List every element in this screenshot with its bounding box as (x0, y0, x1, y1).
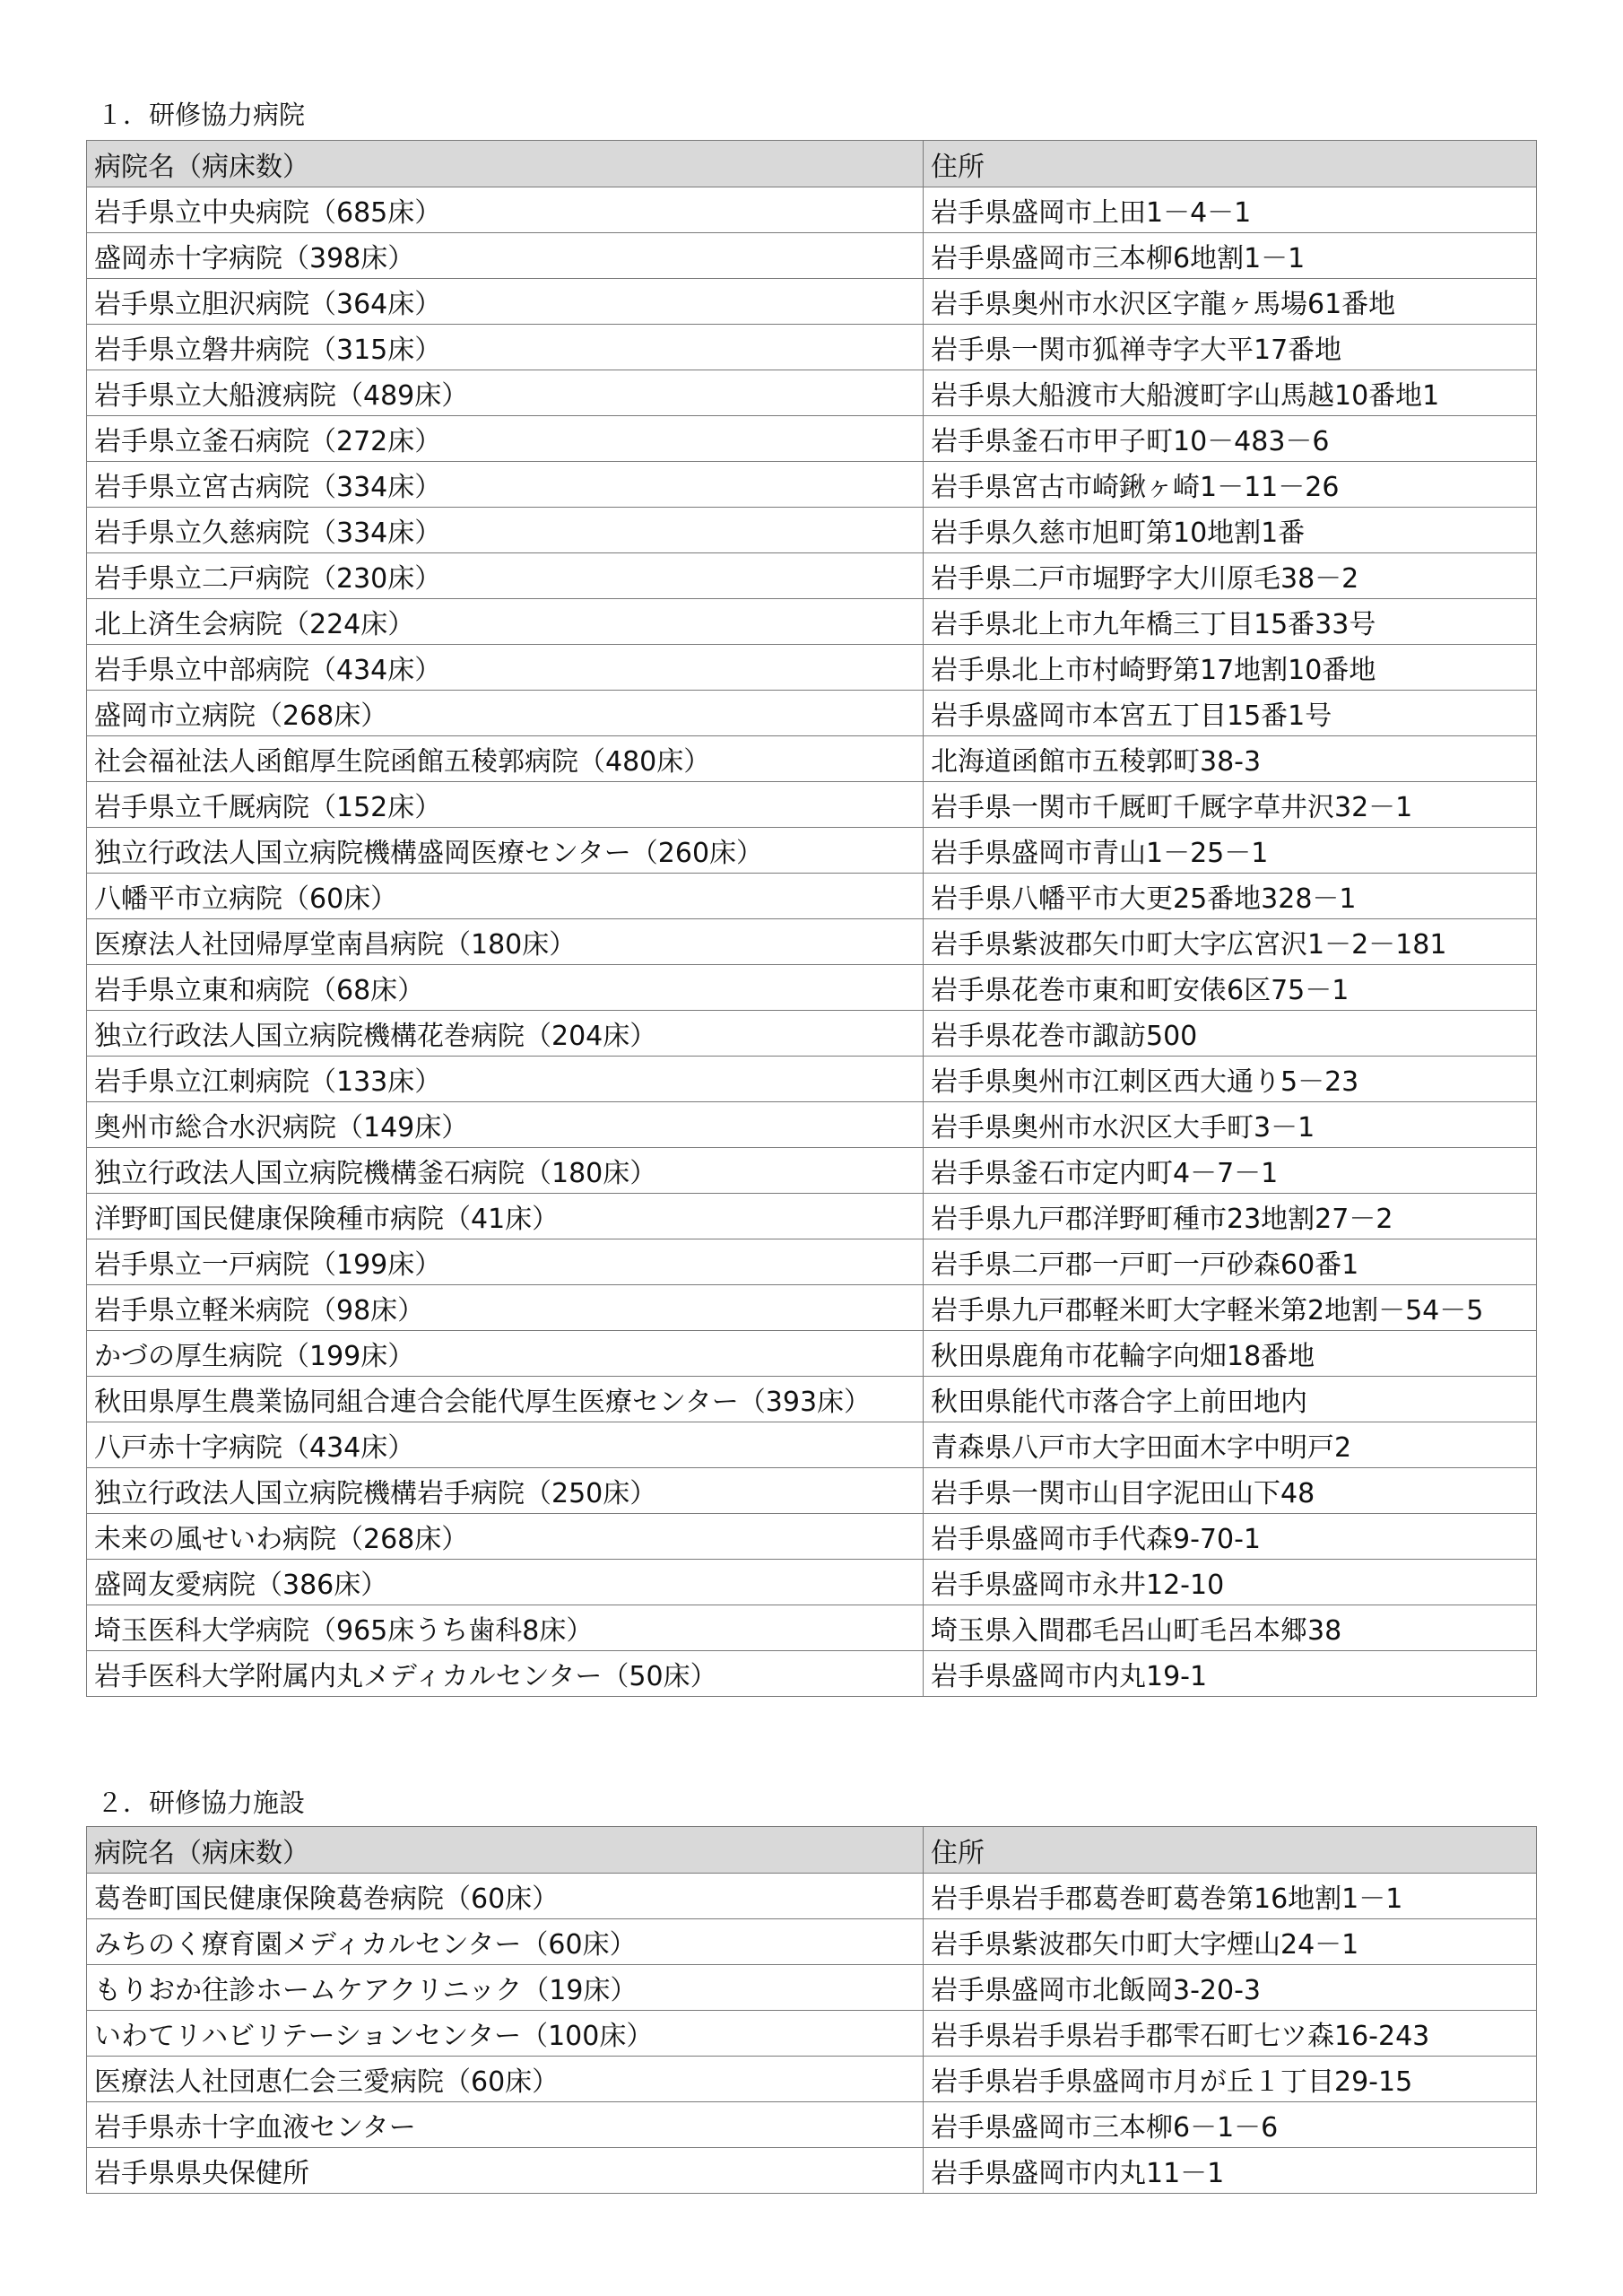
table-row (87, 645, 1537, 691)
address-cell: 岩手県盛岡市三本柳6地割1－1 (924, 233, 1537, 279)
table-row (87, 370, 1537, 416)
header-address: 住所 (924, 141, 1537, 187)
hospital-name-cell: 岩手県立釜石病院（272床） (87, 416, 924, 462)
hospital-name-cell: 盛岡市立病院（268床） (87, 691, 924, 736)
table-row (87, 1560, 1537, 1605)
address-cell: 岩手県釜石市甲子町10－483－6 (924, 416, 1537, 462)
table-row (87, 1874, 1537, 1919)
table-row (87, 508, 1537, 553)
hospital-name-cell: 岩手県県央保健所 (87, 2148, 924, 2194)
address-cell: 岩手県二戸市堀野字大川原毛38－2 (924, 553, 1537, 599)
hospital-name-cell: 社会福祉法人函館厚生院函館五稜郭病院（480床） (87, 736, 924, 782)
address-cell: 岩手県盛岡市北飯岡3-20-3 (924, 1965, 1537, 2011)
hospital-name-cell: 岩手県立大船渡病院（489床） (87, 370, 924, 416)
address-cell: 岩手県八幡平市大更25番地328－1 (924, 874, 1537, 919)
hospital-name-cell: 岩手県立軽米病院（98床） (87, 1285, 924, 1331)
address-cell: 岩手県北上市九年橋三丁目15番33号 (924, 599, 1537, 645)
address-cell: 岩手県盛岡市永井12-10 (924, 1560, 1537, 1605)
table-row (87, 416, 1537, 462)
address-cell: 岩手県岩手県岩手郡雫石町七ツ森16-243 (924, 2011, 1537, 2057)
address-cell: 岩手県花巻市諏訪500 (924, 1011, 1537, 1057)
table-row (87, 1331, 1537, 1377)
table-row (87, 187, 1537, 233)
address-cell: 岩手県二戸郡一戸町一戸砂森60番1 (924, 1239, 1537, 1285)
hospital-name-cell: 岩手県赤十字血液センター (87, 2102, 924, 2148)
hospital-name-cell: 岩手県立江刺病院（133床） (87, 1057, 924, 1102)
table-row (87, 691, 1537, 736)
hospital-name-cell: 岩手県立二戸病院（230床） (87, 553, 924, 599)
hospital-name-cell: もりおか往診ホームケアクリニック（19床） (87, 1965, 924, 2011)
table-row (87, 1102, 1537, 1148)
table-row (87, 279, 1537, 325)
table-row (87, 1377, 1537, 1422)
address-cell: 岩手県一関市山目字泥田山下48 (924, 1468, 1537, 1514)
hospital-name-cell: 独立行政法人国立病院機構釜石病院（180床） (87, 1148, 924, 1194)
hospital-name-cell: 岩手県立久慈病院（334床） (87, 508, 924, 553)
hospital-name-cell: 未来の風せいわ病院（268床） (87, 1514, 924, 1560)
table-row (87, 1194, 1537, 1239)
table-row (87, 1605, 1537, 1651)
address-cell: 岩手県一関市千厩町千厩字草井沢32－1 (924, 782, 1537, 828)
table-row (87, 919, 1537, 965)
section2-title: ２．研修協力施設 (97, 1787, 306, 1818)
hospital-name-cell: 葛巻町国民健康保険葛巻病院（60床） (87, 1874, 924, 1919)
hospital-name-cell: 奥州市総合水沢病院（149床） (87, 1102, 924, 1148)
address-cell: 岩手県奥州市水沢区大手町3－1 (924, 1102, 1537, 1148)
address-cell: 岩手県盛岡市本宮五丁目15番1号 (924, 691, 1537, 736)
table-row (87, 736, 1537, 782)
address-cell: 岩手県盛岡市上田1－4－1 (924, 187, 1537, 233)
hospital-name-cell: 独立行政法人国立病院機構岩手病院（250床） (87, 1468, 924, 1514)
hospital-name-cell: 医療法人社団帰厚堂南昌病院（180床） (87, 919, 924, 965)
section1-title: １．研修協力病院 (97, 100, 306, 130)
hospital-name-cell: 洋野町国民健康保険種市病院（41床） (87, 1194, 924, 1239)
address-cell: 秋田県鹿角市花輪字向畑18番地 (924, 1331, 1537, 1377)
table-row (87, 1422, 1537, 1468)
address-cell: 岩手県紫波郡矢巾町大字煙山24－1 (924, 1919, 1537, 1965)
address-cell: 岩手県盛岡市内丸11－1 (924, 2148, 1537, 2194)
hospital-name-cell: 独立行政法人国立病院機構盛岡医療センター（260床） (87, 828, 924, 874)
table-row (87, 1239, 1537, 1285)
address-cell: 岩手県岩手県盛岡市月が丘１丁目29-15 (924, 2057, 1537, 2102)
table-row (87, 2148, 1537, 2194)
address-cell: 岩手県岩手郡葛巻町葛巻第16地割1－1 (924, 1874, 1537, 1919)
table-row (87, 599, 1537, 645)
address-cell: 岩手県北上市村崎野第17地割10番地 (924, 645, 1537, 691)
hospital-name-cell: 岩手県立中央病院（685床） (87, 187, 924, 233)
table-row (87, 1057, 1537, 1102)
table-row (87, 2011, 1537, 2057)
address-cell: 岩手県盛岡市三本柳6－1－6 (924, 2102, 1537, 2148)
header-hospital-name: 病院名（病床数） (87, 141, 924, 187)
address-cell: 埼玉県入間郡毛呂山町毛呂本郷38 (924, 1605, 1537, 1651)
table-row (87, 325, 1537, 370)
address-cell: 北海道函館市五稜郭町38-3 (924, 736, 1537, 782)
header-hospital-name: 病院名（病床数） (87, 1827, 924, 1874)
table-row (87, 1011, 1537, 1057)
hospital-name-cell: 岩手県立一戸病院（199床） (87, 1239, 924, 1285)
table-header-row (87, 1827, 1537, 1874)
address-cell: 岩手県奥州市水沢区字龍ヶ馬場61番地 (924, 279, 1537, 325)
table-row (87, 965, 1537, 1011)
address-cell: 秋田県能代市落合字上前田地内 (924, 1377, 1537, 1422)
address-cell: 岩手県大船渡市大船渡町字山馬越10番地1 (924, 370, 1537, 416)
table-row (87, 553, 1537, 599)
table-row (87, 782, 1537, 828)
hospital-name-cell: 秋田県厚生農業協同組合連合会能代厚生医療センター（393床） (87, 1377, 924, 1422)
table-row (87, 2102, 1537, 2148)
cooperating-hospitals-table (86, 140, 1537, 1697)
hospital-name-cell: 八幡平市立病院（60床） (87, 874, 924, 919)
table-row (87, 828, 1537, 874)
address-cell: 岩手県九戸郡洋野町種市23地割27－2 (924, 1194, 1537, 1239)
address-cell: 岩手県花巻市東和町安俵6区75－1 (924, 965, 1537, 1011)
address-cell: 岩手県奥州市江刺区西大通り5－23 (924, 1057, 1537, 1102)
address-cell: 岩手県釜石市定内町4－7－1 (924, 1148, 1537, 1194)
header-address: 住所 (924, 1827, 1537, 1874)
hospital-name-cell: 盛岡赤十字病院（398床） (87, 233, 924, 279)
address-cell: 岩手県一関市狐禅寺字大平17番地 (924, 325, 1537, 370)
table-row (87, 1468, 1537, 1514)
cooperating-facilities-table (86, 1826, 1537, 2194)
address-cell: 岩手県久慈市旭町第10地割1番 (924, 508, 1537, 553)
hospital-name-cell: みちのく療育園メディカルセンター（60床） (87, 1919, 924, 1965)
table-row (87, 1651, 1537, 1697)
table-row (87, 1965, 1537, 2011)
table-row (87, 1514, 1537, 1560)
hospital-name-cell: 岩手県立宮古病院（334床） (87, 462, 924, 508)
table-header-row (87, 141, 1537, 187)
hospital-name-cell: いわてリハビリテーションセンター（100床） (87, 2011, 924, 2057)
hospital-name-cell: 八戸赤十字病院（434床） (87, 1422, 924, 1468)
address-cell: 青森県八戸市大字田面木字中明戸2 (924, 1422, 1537, 1468)
hospital-name-cell: 岩手県立中部病院（434床） (87, 645, 924, 691)
hospital-name-cell: かづの厚生病院（199床） (87, 1331, 924, 1377)
hospital-name-cell: 岩手医科大学附属内丸メディカルセンター（50床） (87, 1651, 924, 1697)
address-cell: 岩手県盛岡市内丸19-1 (924, 1651, 1537, 1697)
hospital-name-cell: 独立行政法人国立病院機構花巻病院（204床） (87, 1011, 924, 1057)
hospital-name-cell: 岩手県立東和病院（68床） (87, 965, 924, 1011)
table-row (87, 462, 1537, 508)
hospital-name-cell: 岩手県立千厩病院（152床） (87, 782, 924, 828)
address-cell: 岩手県九戸郡軽米町大字軽米第2地割－54－5 (924, 1285, 1537, 1331)
address-cell: 岩手県紫波郡矢巾町大字広宮沢1－2－181 (924, 919, 1537, 965)
hospital-name-cell: 岩手県立胆沢病院（364床） (87, 279, 924, 325)
hospital-name-cell: 医療法人社団恵仁会三愛病院（60床） (87, 2057, 924, 2102)
table-row (87, 1919, 1537, 1965)
hospital-name-cell: 埼玉医科大学病院（965床うち歯科8床） (87, 1605, 924, 1651)
hospital-name-cell: 盛岡友愛病院（386床） (87, 1560, 924, 1605)
table-row (87, 1285, 1537, 1331)
table-row (87, 2057, 1537, 2102)
address-cell: 岩手県宮古市崎鍬ヶ崎1－11－26 (924, 462, 1537, 508)
hospital-name-cell: 北上済生会病院（224床） (87, 599, 924, 645)
address-cell: 岩手県盛岡市青山1－25－1 (924, 828, 1537, 874)
address-cell: 岩手県盛岡市手代森9-70-1 (924, 1514, 1537, 1560)
table-row (87, 1148, 1537, 1194)
table-row (87, 874, 1537, 919)
table-row (87, 233, 1537, 279)
hospital-name-cell: 岩手県立磐井病院（315床） (87, 325, 924, 370)
